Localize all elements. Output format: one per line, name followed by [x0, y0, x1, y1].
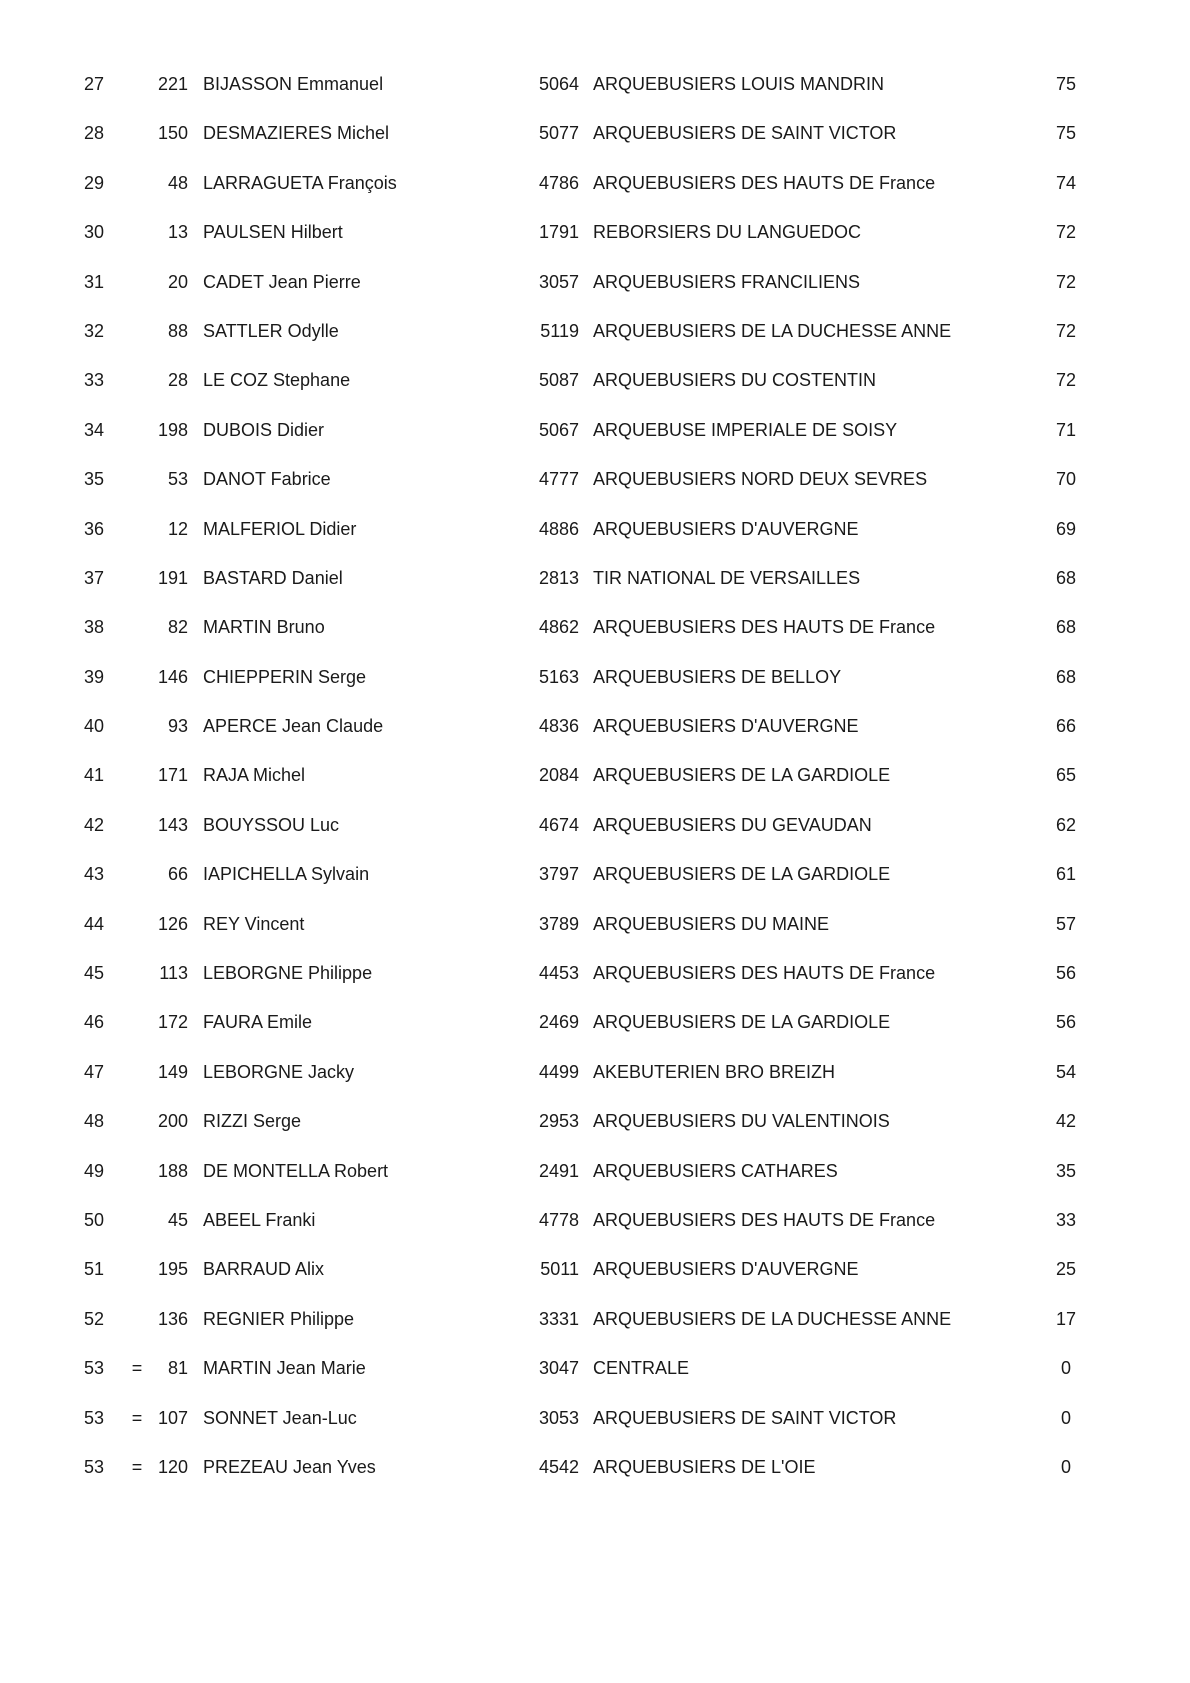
club-cell: ARQUEBUSIERS D'AUVERGNE [593, 518, 859, 539]
club-cell: ARQUEBUSIERS D'AUVERGNE [593, 1259, 859, 1280]
dossard-cell: 191 [157, 567, 188, 588]
table-row [0, 998, 1190, 1047]
club-cell: CENTRALE [593, 1358, 690, 1379]
license-cell: 3057 [538, 271, 579, 292]
shooter-name-cell: MALFERIOL Didier [203, 518, 357, 539]
dossard-cell: 93 [167, 716, 188, 737]
shooter-name-cell: DESMAZIERES Michel [203, 123, 390, 144]
dossard-cell: 188 [157, 1160, 188, 1181]
club-cell: TIR NATIONAL DE VERSAILLES [593, 567, 861, 588]
license-cell: 5119 [540, 320, 579, 341]
score-cell: 42 [1055, 1111, 1077, 1132]
dossard-cell: 48 [167, 172, 188, 193]
club-cell: ARQUEBUSIERS LOUIS MANDRIN [593, 74, 885, 94]
shooter-name-cell: RAJA Michel [203, 765, 306, 786]
license-cell: 5163 [538, 666, 579, 687]
score-cell: 61 [1055, 864, 1077, 885]
table-row [0, 1147, 1190, 1196]
dossard-cell: 12 [167, 518, 188, 539]
club-cell: ARQUEBUSIERS DE LA GARDIOLE [593, 1012, 891, 1033]
score-cell: 72 [1055, 271, 1077, 292]
rank-cell: 31 [83, 271, 105, 292]
dossard-cell: 171 [157, 765, 188, 786]
club-cell: ARQUEBUSIERS DU COSTENTIN [593, 370, 877, 391]
club-cell: ARQUEBUSIERS DES HAUTS DE France [593, 172, 936, 193]
score-cell: 54 [1055, 1061, 1077, 1082]
shooter-name-cell: BOUYSSOU Luc [203, 814, 340, 835]
dossard-cell: 20 [167, 271, 188, 292]
dossard-cell: 149 [157, 1061, 188, 1082]
table-row [0, 1394, 1190, 1443]
dossard-cell: 150 [157, 123, 188, 144]
table-row [0, 751, 1190, 800]
rank-cell: 51 [83, 1259, 105, 1280]
table-row [0, 505, 1190, 554]
rank-cell: 35 [83, 469, 105, 490]
shooter-name-cell: REY Vincent [203, 913, 305, 934]
score-cell: 68 [1055, 617, 1077, 638]
shooter-name-cell: DUBOIS Didier [203, 419, 325, 440]
table-row [0, 60, 1190, 109]
license-cell: 2084 [538, 765, 579, 786]
club-cell: ARQUEBUSIERS CATHARES [593, 1160, 838, 1181]
club-cell: ARQUEBUSIERS DES HAUTS DE France [593, 617, 936, 638]
shooter-name-cell: LARRAGUETA François [203, 172, 397, 193]
dossard-cell: 88 [167, 320, 188, 341]
table-row [0, 159, 1190, 208]
license-cell: 5087 [538, 370, 579, 391]
club-cell: ARQUEBUSIERS DE LA DUCHESSE ANNE [593, 1308, 952, 1329]
score-cell: 68 [1055, 567, 1077, 588]
club-cell: ARQUEBUSIERS FRANCILIENS [593, 271, 861, 292]
club-cell: ARQUEBUSIERS DE SAINT VICTOR [593, 1407, 897, 1428]
license-cell: 3053 [538, 1407, 579, 1428]
club-cell: ARQUEBUSIERS NORD DEUX SEVRES [593, 469, 928, 490]
results-table [0, 60, 1190, 1492]
dossard-cell: 172 [157, 1012, 188, 1033]
score-cell: 57 [1055, 913, 1077, 934]
dossard-cell: 66 [167, 864, 188, 885]
rank-cell: 50 [83, 1209, 105, 1230]
license-cell: 4674 [538, 814, 579, 835]
table-row [0, 653, 1190, 702]
shooter-name-cell: FAURA Emile [203, 1012, 313, 1033]
shooter-name-cell: REGNIER Philippe [203, 1308, 355, 1329]
club-cell: ARQUEBUSIERS DU VALENTINOIS [593, 1111, 890, 1132]
table-row [0, 356, 1190, 405]
shooter-name-cell: BASTARD Daniel [203, 567, 343, 588]
table-row [0, 900, 1190, 949]
shooter-name-cell: RIZZI Serge [203, 1111, 302, 1132]
score-cell: 75 [1055, 123, 1077, 144]
license-cell: 3789 [538, 913, 579, 934]
dossard-cell: 107 [157, 1407, 188, 1428]
table-row [0, 1097, 1190, 1146]
rank-cell: 53 [83, 1407, 105, 1428]
shooter-name-cell: DANOT Fabrice [203, 469, 331, 490]
shooter-name-cell: ABEEL Franki [203, 1209, 316, 1230]
club-cell: ARQUEBUSIERS DE SAINT VICTOR [593, 123, 897, 144]
table-row [0, 1295, 1190, 1344]
rank-cell: 42 [83, 814, 105, 835]
table-row [0, 307, 1190, 356]
dossard-cell: 126 [157, 913, 188, 934]
license-cell: 3797 [538, 864, 579, 885]
license-cell: 4778 [538, 1209, 579, 1230]
score-cell: 17 [1055, 1308, 1077, 1329]
rank-cell: 48 [83, 1111, 105, 1132]
table-row [0, 1443, 1190, 1492]
license-cell: 1791 [538, 222, 579, 243]
license-cell: 2469 [538, 1012, 579, 1033]
dossard-cell: 221 [157, 74, 188, 94]
rank-cell: 39 [83, 666, 105, 687]
dossard-cell: 113 [159, 963, 188, 984]
score-cell: 72 [1055, 370, 1077, 391]
dossard-cell: 13 [167, 222, 188, 243]
club-cell: ARQUEBUSIERS DES HAUTS DE France [593, 963, 936, 984]
score-cell: 0 [1060, 1407, 1071, 1428]
license-cell: 4499 [538, 1061, 579, 1082]
shooter-name-cell: CADET Jean Pierre [203, 271, 361, 292]
shooter-name-cell: PAULSEN Hilbert [203, 222, 343, 243]
club-cell: ARQUEBUSIERS DES HAUTS DE France [593, 1209, 936, 1230]
score-cell: 70 [1055, 469, 1077, 490]
table-row [0, 1344, 1190, 1393]
rank-cell: 32 [83, 320, 105, 341]
club-cell: REBORSIERS DU LANGUEDOC [593, 222, 862, 243]
score-cell: 65 [1055, 765, 1077, 786]
license-cell: 2491 [538, 1160, 579, 1181]
shooter-name-cell: DE MONTELLA Robert [203, 1160, 389, 1181]
dossard-cell: 143 [157, 814, 188, 835]
rank-cell: 38 [83, 617, 105, 638]
license-cell: 4836 [538, 716, 579, 737]
score-cell: 35 [1055, 1160, 1077, 1181]
rank-cell: 45 [83, 963, 105, 984]
license-cell: 4453 [538, 963, 579, 984]
shooter-name-cell: APERCE Jean Claude [203, 716, 384, 737]
club-cell: ARQUEBUSIERS DE LA DUCHESSE ANNE [593, 320, 952, 341]
tie-marker: = [131, 1358, 143, 1379]
rank-cell: 46 [83, 1012, 105, 1033]
table-row [0, 455, 1190, 504]
dossard-cell: 45 [167, 1209, 188, 1230]
dossard-cell: 120 [157, 1456, 188, 1477]
rank-cell: 53 [83, 1358, 105, 1379]
rank-cell: 52 [83, 1308, 105, 1329]
license-cell: 5064 [538, 74, 579, 94]
rank-cell: 37 [83, 567, 105, 588]
table-row [0, 1196, 1190, 1245]
dossard-cell: 82 [167, 617, 188, 638]
license-cell: 3331 [538, 1308, 579, 1329]
score-cell: 71 [1055, 419, 1077, 440]
dossard-cell: 136 [157, 1308, 188, 1329]
dossard-cell: 53 [167, 469, 188, 490]
shooter-name-cell: BARRAUD Alix [203, 1259, 325, 1280]
rank-cell: 53 [83, 1456, 105, 1477]
dossard-cell: 198 [157, 419, 188, 440]
shooter-name-cell: CHIEPPERIN Serge [203, 666, 367, 687]
rank-cell: 49 [83, 1160, 105, 1181]
club-cell: ARQUEBUSIERS D'AUVERGNE [593, 716, 859, 737]
rank-cell: 34 [83, 419, 105, 440]
license-cell: 5067 [538, 419, 579, 440]
table-row [0, 702, 1190, 751]
table-row [0, 208, 1190, 257]
license-cell: 4862 [538, 617, 579, 638]
shooter-name-cell: MARTIN Bruno [203, 617, 325, 638]
shooter-name-cell: SONNET Jean-Luc [203, 1407, 357, 1428]
rank-cell: 40 [83, 716, 105, 737]
score-cell: 56 [1055, 1012, 1077, 1033]
score-cell: 0 [1060, 1456, 1071, 1477]
rank-cell: 27 [83, 74, 105, 94]
shooter-name-cell: MARTIN Jean Marie [203, 1358, 366, 1379]
club-cell: AKEBUTERIEN BRO BREIZH [593, 1061, 836, 1082]
shooter-name-cell: IAPICHELLA Sylvain [203, 864, 370, 885]
rank-cell: 47 [83, 1061, 105, 1082]
license-cell: 5011 [540, 1259, 579, 1280]
dossard-cell: 195 [157, 1259, 188, 1280]
table-row [0, 603, 1190, 652]
club-cell: ARQUEBUSIERS DU GEVAUDAN [593, 814, 872, 835]
license-cell: 3047 [538, 1358, 579, 1379]
table-row [0, 554, 1190, 603]
tie-marker: = [131, 1407, 143, 1428]
dossard-cell: 200 [157, 1111, 188, 1132]
license-cell: 4777 [538, 469, 579, 490]
rank-cell: 29 [83, 172, 105, 193]
shooter-name-cell: LEBORGNE Philippe [203, 963, 373, 984]
club-cell: ARQUEBUSIERS DU MAINE [593, 913, 830, 934]
score-cell: 75 [1055, 74, 1077, 94]
table-row [0, 949, 1190, 998]
rank-cell: 30 [83, 222, 105, 243]
table-row [0, 1245, 1190, 1294]
license-cell: 5077 [538, 123, 579, 144]
tie-marker: = [131, 1456, 143, 1477]
rank-cell: 28 [83, 123, 105, 144]
score-cell: 62 [1055, 814, 1077, 835]
score-cell: 74 [1055, 172, 1077, 193]
club-cell: ARQUEBUSIERS DE LA GARDIOLE [593, 765, 891, 786]
score-cell: 69 [1055, 518, 1077, 539]
license-cell: 4886 [538, 518, 579, 539]
shooter-name-cell: LEBORGNE Jacky [203, 1061, 355, 1082]
rank-cell: 43 [83, 864, 105, 885]
score-cell: 56 [1055, 963, 1077, 984]
shooter-name-cell: LE COZ Stephane [203, 370, 351, 391]
rank-cell: 41 [83, 765, 105, 786]
dossard-cell: 28 [167, 370, 188, 391]
score-cell: 33 [1055, 1209, 1077, 1230]
shooter-name-cell: BIJASSON Emmanuel [203, 74, 384, 94]
license-cell: 2953 [538, 1111, 579, 1132]
table-row [0, 109, 1190, 158]
dossard-cell: 81 [167, 1358, 188, 1379]
score-cell: 72 [1055, 320, 1077, 341]
score-cell: 68 [1055, 666, 1077, 687]
rank-cell: 44 [83, 913, 105, 934]
table-row [0, 850, 1190, 899]
table-row [0, 406, 1190, 455]
score-cell: 25 [1055, 1259, 1077, 1280]
score-cell: 72 [1055, 222, 1077, 243]
license-cell: 4786 [538, 172, 579, 193]
table-row [0, 801, 1190, 850]
shooter-name-cell: SATTLER Odylle [203, 320, 339, 341]
license-cell: 2813 [538, 567, 579, 588]
rank-cell: 33 [83, 370, 105, 391]
club-cell: ARQUEBUSIERS DE LA GARDIOLE [593, 864, 891, 885]
club-cell: ARQUEBUSIERS DE L'OIE [593, 1456, 816, 1477]
shooter-name-cell: PREZEAU Jean Yves [203, 1456, 376, 1477]
club-cell: ARQUEBUSIERS DE BELLOY [593, 666, 842, 687]
table-row [0, 258, 1190, 307]
dossard-cell: 146 [157, 666, 188, 687]
score-cell: 66 [1055, 716, 1077, 737]
license-cell: 4542 [538, 1456, 579, 1477]
table-row [0, 1048, 1190, 1097]
rank-cell: 36 [83, 518, 105, 539]
score-cell: 0 [1060, 1358, 1071, 1379]
club-cell: ARQUEBUSE IMPERIALE DE SOISY [593, 419, 898, 440]
